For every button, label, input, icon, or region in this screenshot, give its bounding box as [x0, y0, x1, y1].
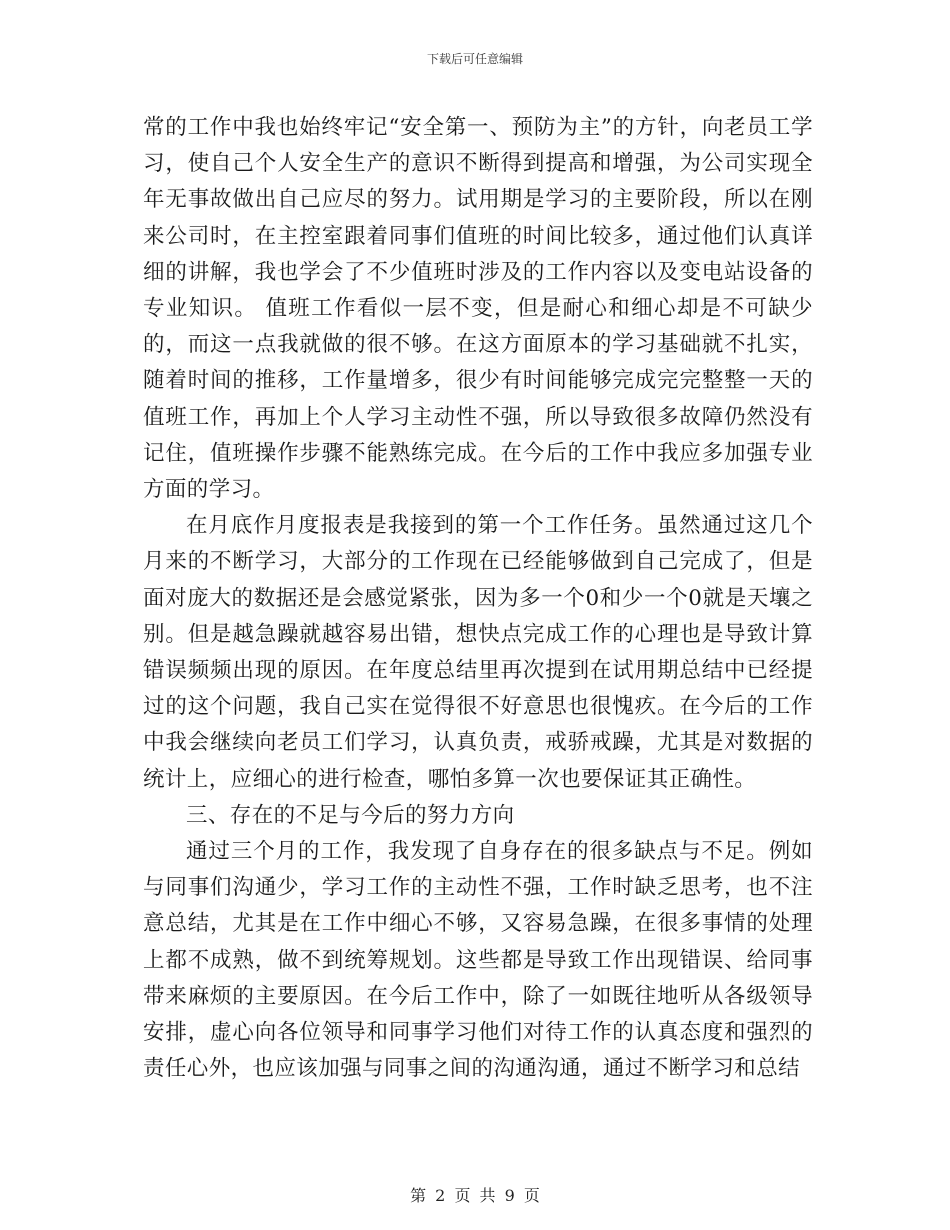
- paragraph-continued: 常的工作中我也始终牢记“安全第一、预防为主”的方针，向老员工学习，使自己个人安全生产的意识不断得到提高和增强，为公司实现全年无事故做出自己应尽的努力。试用期是学习的主要阶段，所以在刚来公司时，在主控室跟着同事们值班的时间比较多，通过他们认真详细的讲解，我也学会了不少值班时涉及的工作内容以及变电站设备的专业知识。 值班工作看似一层不变，但是耐心和细心却是不可缺少的，而这一点我就做的很不够。在这方面原本的学习基础就不扎实，随着时间的推移，工作量增多，很少有时间能够完成完完整整一天的值班工作，再加上个人学习主动性不强，所以导致很多故障仍然没有记住，值班操作步骤不能熟练完成。在今后的工作中我应多加强专业方面的学习。: [143, 115, 813, 503]
- page-number: 第 2 页 共 9 页: [410, 1186, 540, 1205]
- paragraph-monthly-report: 在月底作月度报表是我接到的第一个工作任务。虽然通过这几个月来的不断学习，大部分的工作现在已经能够做到自己完成了，但是面对庞大的数据还是会感觉紧张，因为多一个0和少一个0就是天壤之别。但是越急躁就越容易出错，想快点完成工作的心理也是导致计算错误频频出现的原因。在年度总结里再次提到在试用期总结中已经提过的这个问题，我自己实在觉得很不好意思也很愧疚。在今后的工作中我会继续向老员工们学习，认真负责，戒骄戒躁，尤其是对数据的统计上，应细心的进行检查，哪怕多算一次也要保证其正确性。: [143, 513, 813, 792]
- document-body: [143, 110, 813, 1087]
- page-header: 下载后可任意编辑: [426, 52, 523, 66]
- paragraph-shortcomings: 通过三个月的工作，我发现了自身存在的很多缺点与不足。例如与同事们沟通少，学习工作的主动性不强，工作时缺乏思考，也不注意总结，尤其是在工作中细心不够，又容易急躁，在很多事情的处理上都不成熟，做不到统筹规划。这些都是导致工作出现错误、给同事带来麻烦的主要原因。在今后工作中，除了一如既往地听从各级领导安排，虚心向各位领导和同事学习他们对待工作的认真态度和强烈的责任心外，也应该加强与同事之间的沟通沟通，通过不断学习和总结: [143, 839, 813, 1082]
- section-heading: 三、存在的不足与今后的努力方向: [186, 802, 515, 828]
